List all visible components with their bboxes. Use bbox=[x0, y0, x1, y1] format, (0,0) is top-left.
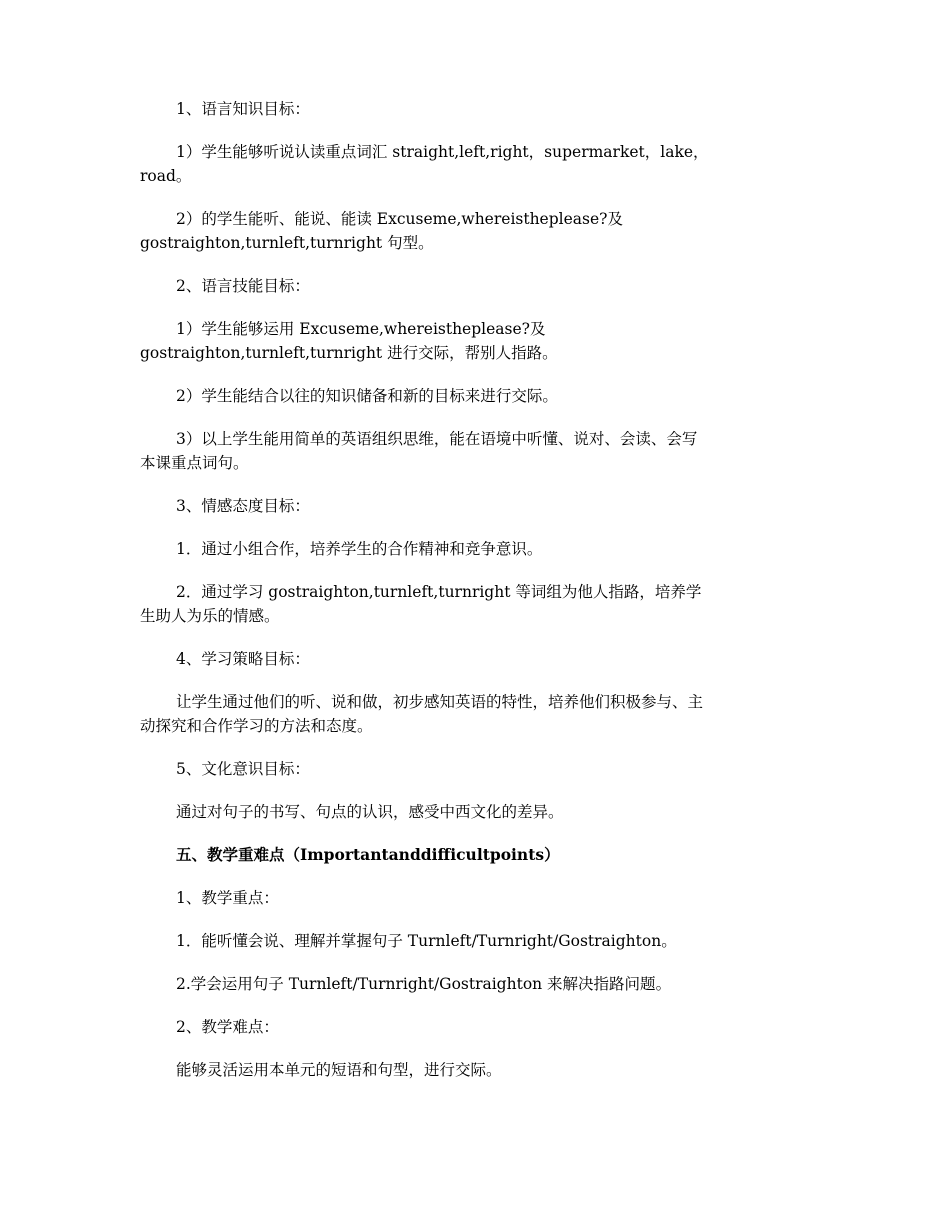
paragraph-line: 1）学生能够运用 Excuseme,whereistheplease?及 bbox=[176, 320, 546, 338]
teaching-key-heading: 1、教学重点： bbox=[176, 889, 279, 907]
paragraph-line: gostraighton,turnleft,turnright 句型。 bbox=[140, 234, 434, 252]
paragraph-line: 通过对句子的书写、句点的认识，感受中西文化的差异。 bbox=[176, 803, 564, 821]
paragraph-line: 2）学生能结合以往的知识储备和新的目标来进行交际。 bbox=[176, 387, 558, 405]
paragraph-line: 2.学会运用句子 Turnleft/Turnright/Gostraighton 来解决指路问题。 bbox=[176, 975, 672, 993]
paragraph-line: road。 bbox=[140, 167, 192, 185]
paragraph-line: 1）学生能够听说认读重点词汇 straight,left,right，supermarket，lake， bbox=[176, 143, 709, 161]
paragraph-line: 3）以上学生能用简单的英语组织思维，能在语境中听懂、说对、会读、会写 bbox=[176, 430, 698, 448]
teaching-difficult-heading: 2、教学难点： bbox=[176, 1018, 279, 1036]
paragraph-line: 让学生通过他们的听、说和做，初步感知英语的特性，培养他们积极参与、主 bbox=[176, 693, 704, 711]
paragraph-line: 本课重点词句。 bbox=[140, 454, 249, 472]
key-difficult-points-heading: 五、教学重难点（Importantanddifficultpoints） bbox=[176, 845, 560, 864]
language-skill-heading: 2、语言技能目标： bbox=[176, 277, 310, 295]
strategy-goal-heading: 4、学习策略目标： bbox=[176, 650, 310, 668]
paragraph-line: 1．通过小组合作，培养学生的合作精神和竞争意识。 bbox=[176, 540, 543, 558]
emotion-goal-heading: 3、情感态度目标： bbox=[176, 497, 310, 515]
paragraph-line: 能够灵活运用本单元的短语和句型，进行交际。 bbox=[176, 1061, 502, 1079]
paragraph-line: 2）的学生能听、能说、能读 Excuseme,whereistheplease?及 bbox=[176, 210, 623, 228]
culture-goal-heading: 5、文化意识目标： bbox=[176, 760, 310, 778]
paragraph-line: 2．通过学习 gostraighton,turnleft,turnright 等词组为他人指路，培养学 bbox=[176, 583, 702, 601]
paragraph-line: 动探究和合作学习的方法和态度。 bbox=[140, 717, 373, 735]
language-knowledge-heading: 1、语言知识目标： bbox=[176, 100, 310, 118]
paragraph-line: 生助人为乐的情感。 bbox=[140, 607, 280, 625]
paragraph-line: gostraighton,turnleft,turnright 进行交际，帮别人指路。 bbox=[140, 344, 558, 362]
paragraph-line: 1．能听懂会说、理解并掌握句子 Turnleft/Turnright/Gostraighton。 bbox=[176, 932, 677, 950]
